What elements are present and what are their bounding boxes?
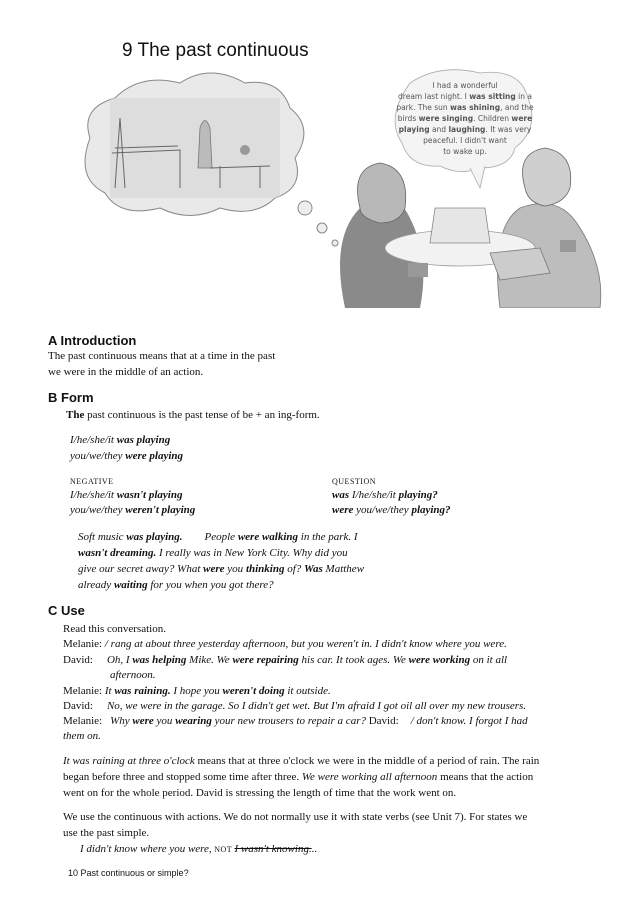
section-a-heading: A Introduction: [48, 333, 137, 348]
negative-form-line: I/he/she/it wasn't playing: [70, 489, 183, 501]
dialogue-line: Melanie: / rang at about three yesterday afternoon, but you weren't in. I didn't know where you were.: [63, 638, 507, 650]
section-a-line: we were in the middle of an action.: [48, 366, 204, 378]
question-form-line: were you/we/they playing?: [332, 504, 451, 516]
dialogue-line: David: Oh, I was helping Mike. We were repairing his car. It took ages. We were working on it all: [63, 654, 508, 666]
explanation-line: We use the continuous with actions. We do not normally use it with state verbs (see Unit 7). For states we: [63, 811, 528, 823]
section-b-heading: B Form: [48, 390, 94, 405]
speech-bubble-line: I had a wonderful: [432, 81, 498, 90]
women-at-table: [340, 148, 601, 308]
dream-illustration: [60, 58, 605, 308]
speech-bubble-line: dream last night. I was sitting in a: [398, 92, 532, 101]
question-label: QUESTION: [332, 477, 376, 486]
negative-label: NEGATIVE: [70, 477, 114, 486]
example-line: give our secret away? What were you thinking of? Was Matthew: [78, 563, 365, 575]
example-line: wasn't dreaming. I really was in New York City. Why did you: [78, 547, 348, 559]
example-line: I didn't know where you were, NOT I wasn't knowing...: [80, 843, 318, 855]
read-instruction: Read this conversation.: [63, 623, 166, 635]
positive-form-line: you/we/they were playing: [70, 450, 184, 462]
example-line: Soft music was playing. People were walking in the park. I: [78, 531, 358, 543]
dialogue-line: them on.: [63, 730, 101, 742]
speech-bubble-line: birds were singing. Children were: [397, 114, 533, 123]
explanation-line: It was raining at three o'clock means that at three o'clock we were in the middle of a period of rain. The rain: [63, 755, 540, 767]
speech-bubble-line: playing and laughing. It was very: [398, 125, 532, 134]
positive-form-line: I/he/she/it was playing: [70, 434, 171, 446]
section-a-line: The past continuous means that at a time in the past: [48, 350, 276, 362]
thought-bubble-cloud: [85, 73, 338, 246]
explanation-line: went on for the whole period. David is stressing the length of time that the work went on.: [63, 787, 457, 799]
dialogue-line: Melanie: It was raining. I hope you weren't doing it outside.: [63, 685, 331, 697]
explanation-line: use the past simple.: [63, 827, 150, 839]
speech-bubble-line: to wake up.: [443, 147, 487, 156]
explanation-line: began before three and stopped some time after three. We were working all afternoon means that the action: [63, 771, 534, 783]
section-c-heading: C Use: [48, 603, 85, 618]
page-title: 9 The past continuous: [122, 40, 309, 61]
cross-reference: 10 Past continuous or simple?: [68, 868, 189, 878]
dialogue-line: David: No, we were in the garage. So I didn't get wet. But I'm afraid I got oil all over my new trousers.: [63, 700, 527, 712]
dialogue-line: afternoon.: [110, 669, 156, 681]
question-form-line: was I/he/she/it playing?: [332, 489, 438, 501]
example-line: already waiting for you when you got there?: [78, 579, 274, 591]
form-intro: The past continuous is the past tense of be + an ing-form.: [66, 409, 320, 421]
speech-bubble: [395, 70, 534, 188]
dialogue-line: Melanie: Why were you wearing your new trousers to repair a car? David: / don't know. I forgot I had: [63, 715, 528, 727]
negative-form-line: you/we/they weren't playing: [70, 504, 196, 516]
speech-bubble-line: park. The sun was shining, and the: [396, 103, 534, 112]
speech-bubble-line: peaceful. I didn't want: [423, 136, 507, 145]
